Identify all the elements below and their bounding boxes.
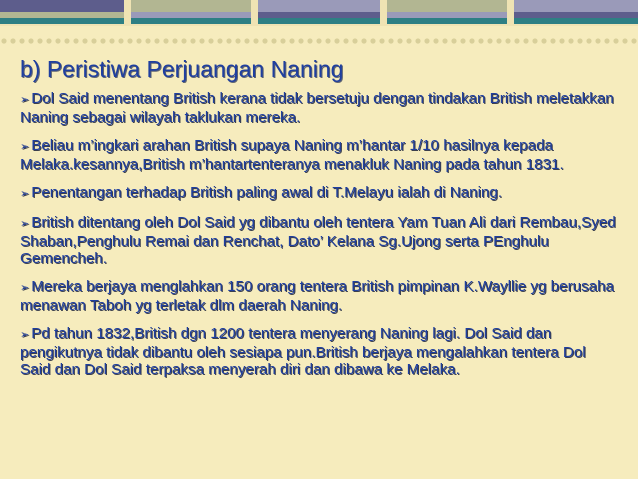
decorative-dot — [577, 38, 582, 43]
decorative-dot — [64, 38, 69, 43]
bullet-item — [20, 137, 620, 173]
decorative-dot — [73, 38, 78, 43]
decorative-dot — [316, 38, 321, 43]
banner-tile — [0, 0, 124, 24]
decorative-dot — [280, 38, 285, 43]
decorative-dot — [460, 38, 465, 43]
decorative-dot — [181, 38, 186, 43]
bullet-text: Dol Said menentang British kerana tidak bersetuju dengan tindakan British meletakkan Naning sebagai wilayah taklukan mereka. — [20, 90, 614, 126]
bullet-item — [20, 90, 620, 126]
decorative-dot — [505, 38, 510, 43]
decorative-dot — [37, 38, 42, 43]
bullet-item — [20, 278, 620, 314]
decorative-dot — [307, 38, 312, 43]
banner-tile — [131, 0, 251, 24]
decorative-dot — [1, 38, 6, 43]
decorative-dot — [388, 38, 393, 43]
banner-tile — [514, 0, 638, 24]
decorative-dot — [253, 38, 258, 43]
decorative-dot — [298, 38, 303, 43]
decorative-dot — [442, 38, 447, 43]
decorative-dot — [433, 38, 438, 43]
decorative-dot — [469, 38, 474, 43]
decorative-dot — [361, 38, 366, 43]
decorative-dot — [262, 38, 267, 43]
bullet-text: Pd tahun 1832,British dgn 1200 tentera menyerang Naning lagi. Dol Said dan pengikutnya tidak dibantu oleh sesiapa pun.British berjaya mengalahkan tentera Dol Said dan Dol Said terpaksa menyerah diri dan dibawa ke Melaka. — [20, 325, 586, 378]
decorative-dot — [325, 38, 330, 43]
decorative-dot — [550, 38, 555, 43]
decorative-dot — [154, 38, 159, 43]
decorative-dot — [613, 38, 618, 43]
arrow-bullet-icon: ➢ — [20, 282, 30, 294]
decorative-dot — [343, 38, 348, 43]
decorative-dot — [271, 38, 276, 43]
decorative-dot — [244, 38, 249, 43]
bullet-text: Penentangan terhadap British paling awal di T.Melayu ialah di Naning. — [31, 184, 503, 201]
decorative-dot — [406, 38, 411, 43]
decorative-dot — [91, 38, 96, 43]
decorative-dot — [100, 38, 105, 43]
decorative-dot — [514, 38, 519, 43]
decorative-dot — [109, 38, 114, 43]
banner-tile — [258, 0, 380, 24]
decorative-dot — [379, 38, 384, 43]
decorative-dot — [163, 38, 168, 43]
decorative-dot — [172, 38, 177, 43]
decorative-dot — [604, 38, 609, 43]
decorative-dot — [19, 38, 24, 43]
decorative-dot — [496, 38, 501, 43]
bullet-item — [20, 325, 620, 378]
decorative-dot — [352, 38, 357, 43]
decorative-dot — [136, 38, 141, 43]
decorative-dot — [127, 38, 132, 43]
decorative-dot — [235, 38, 240, 43]
decorative-dot — [82, 38, 87, 43]
bullet-text: Beliau m’ingkari arahan British supaya Naning m’hantar 1/10 hasilnya kepada Melaka.kesannya,British m’hantartenteranya menakluk Naning pada tahun 1831. — [20, 137, 564, 173]
decorative-dot — [478, 38, 483, 43]
decorative-dot — [334, 38, 339, 43]
bullet-list — [20, 90, 620, 389]
decorative-dot — [415, 38, 420, 43]
bullet-text: Mereka berjaya menglahkan 150 orang tentera British pimpinan K.Wayllie yg berusaha menawan Taboh yg terletak dlm daerah Naning. — [20, 278, 615, 314]
decorative-dot — [217, 38, 222, 43]
bullet-item — [20, 214, 620, 267]
decorative-dot — [28, 38, 33, 43]
decorative-dot — [541, 38, 546, 43]
decorative-dot — [55, 38, 60, 43]
decorative-dot — [46, 38, 51, 43]
decorative-dot — [487, 38, 492, 43]
arrow-bullet-icon: ➢ — [20, 188, 30, 200]
decorative-dot — [595, 38, 600, 43]
arrow-bullet-icon: ➢ — [20, 141, 30, 153]
decorative-dot — [559, 38, 564, 43]
bullet-item — [20, 184, 620, 203]
decorative-dot — [424, 38, 429, 43]
arrow-bullet-icon: ➢ — [20, 329, 30, 341]
decorative-dot — [451, 38, 456, 43]
bullet-text: British ditentang oleh Dol Said yg dibantu oleh tentera Yam Tuan Ali dari Rembau,Syed Shaban,Penghulu Remai dan Renchat, Dato’ Kelana Sg.Ujong serta PEnghulu Gemencheh. — [20, 214, 616, 267]
decorative-dot — [370, 38, 375, 43]
decorative-dot — [190, 38, 195, 43]
decorative-dot — [199, 38, 204, 43]
arrow-bullet-icon: ➢ — [20, 218, 30, 230]
decorative-dot — [568, 38, 573, 43]
decorative-dot — [586, 38, 591, 43]
decorative-dot — [226, 38, 231, 43]
arrow-bullet-icon: ➢ — [20, 94, 30, 106]
decorative-dot — [631, 38, 636, 43]
decorative-dot-row — [0, 34, 638, 48]
decorative-dot — [145, 38, 150, 43]
decorative-dot — [10, 38, 15, 43]
decorative-dot — [523, 38, 528, 43]
decorative-dot — [208, 38, 213, 43]
slide-title: b) Peristiwa Perjuangan Naning — [20, 56, 344, 82]
decorative-dot — [289, 38, 294, 43]
decorative-dot — [532, 38, 537, 43]
decorative-dot — [622, 38, 627, 43]
header-banner — [0, 0, 638, 26]
decorative-dot — [118, 38, 123, 43]
banner-tile — [387, 0, 507, 24]
decorative-dot — [397, 38, 402, 43]
